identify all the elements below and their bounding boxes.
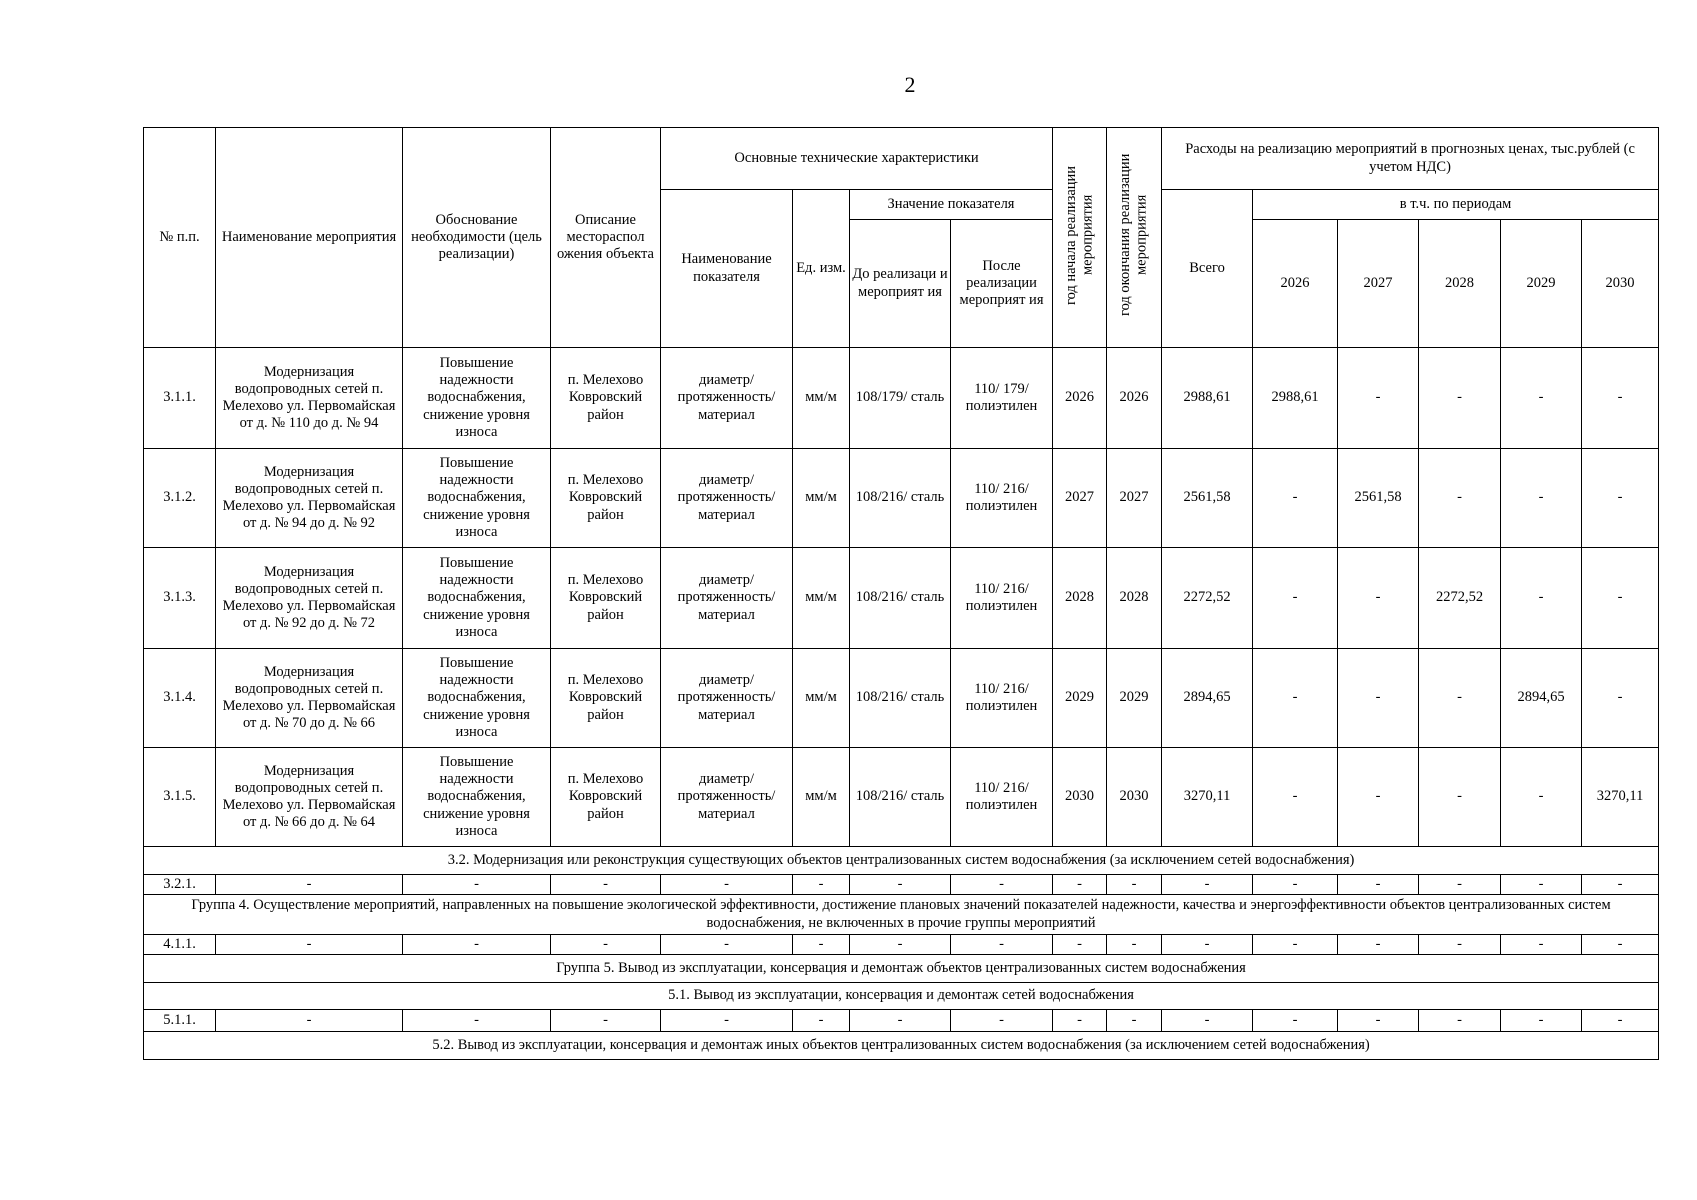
cell-dash: - — [793, 875, 850, 895]
cell-year-end: 2027 — [1107, 449, 1162, 548]
cell-dash: - — [216, 875, 403, 895]
header-year: 2028 — [1419, 220, 1501, 348]
cell-dash: - — [1162, 1010, 1253, 1032]
cell-reason: Повышение надежности водоснабжения, снижение уровня износа — [403, 348, 551, 449]
cell-num: 3.1.1. — [144, 348, 216, 449]
cell-num: 3.2.1. — [144, 875, 216, 895]
cell-num: 3.1.2. — [144, 449, 216, 548]
cell-period: - — [1419, 649, 1501, 748]
cell-after: 110/ 216/ полиэтилен — [951, 649, 1053, 748]
cell-period: - — [1253, 748, 1338, 847]
header-location: Описание местораспол ожения объекта — [551, 128, 661, 348]
header-tech: Основные технические характеристики — [661, 128, 1053, 190]
cell-total: 3270,11 — [1162, 748, 1253, 847]
header-total: Всего — [1162, 190, 1253, 348]
cell-period: - — [1582, 348, 1659, 449]
cell-year-start: 2029 — [1053, 649, 1107, 748]
cell-name: Модернизация водопроводных сетей п. Мелехово ул. Первомайская от д. № 70 до д. № 66 — [216, 649, 403, 748]
header-year: 2026 — [1253, 220, 1338, 348]
page-number: 2 — [904, 72, 916, 97]
header-costs: Расходы на реализацию мероприятий в прогнозных ценах, тыс.рублей (с учетом НДС) — [1162, 128, 1659, 190]
cell-before: 108/179/ сталь — [850, 348, 951, 449]
header-after: После реализации мероприят ия — [951, 220, 1053, 348]
cell-dash: - — [1501, 875, 1582, 895]
cell-period: - — [1501, 548, 1582, 649]
cell-dash: - — [661, 875, 793, 895]
cell-unit: мм/м — [793, 348, 850, 449]
cell-num: 4.1.1. — [144, 935, 216, 955]
section-3-2: 3.2. Модернизация или реконструкция существующих объектов централизованных систем водоснабжения (за исключением сетей водоснабжения) — [144, 847, 1659, 875]
cell-num: 3.1.4. — [144, 649, 216, 748]
investment-program-table — [143, 127, 1659, 1060]
table-row — [144, 449, 1659, 548]
cell-dash: - — [1338, 935, 1419, 955]
cell-period: - — [1338, 649, 1419, 748]
cell-indicator: диаметр/ протяженность/ материал — [661, 348, 793, 449]
cell-period: 2894,65 — [1501, 649, 1582, 748]
cell-before: 108/216/ сталь — [850, 548, 951, 649]
cell-dash: - — [1419, 875, 1501, 895]
cell-dash: - — [1582, 935, 1659, 955]
group-5: Группа 5. Вывод из эксплуатации, консервация и демонтаж объектов централизованных систем водоснабжения — [144, 955, 1659, 983]
cell-unit: мм/м — [793, 649, 850, 748]
cell-dash: - — [1107, 1010, 1162, 1032]
cell-dash: - — [551, 935, 661, 955]
cell-year-start: 2028 — [1053, 548, 1107, 649]
cell-dash: - — [661, 935, 793, 955]
cell-dash: - — [403, 935, 551, 955]
cell-total: 2988,61 — [1162, 348, 1253, 449]
cell-name: Модернизация водопроводных сетей п. Мелехово ул. Первомайская от д. № 66 до д. № 64 — [216, 748, 403, 847]
cell-dash: - — [661, 1010, 793, 1032]
header-before: До реализаци и мероприят ия — [850, 220, 951, 348]
header-num: № п.п. — [144, 128, 216, 348]
cell-year-start: 2027 — [1053, 449, 1107, 548]
cell-before: 108/216/ сталь — [850, 748, 951, 847]
cell-reason: Повышение надежности водоснабжения, снижение уровня износа — [403, 548, 551, 649]
header-year: 2030 — [1582, 220, 1659, 348]
cell-period: - — [1338, 348, 1419, 449]
cell-period: 3270,11 — [1582, 748, 1659, 847]
header-year: 2027 — [1338, 220, 1419, 348]
cell-reason: Повышение надежности водоснабжения, снижение уровня износа — [403, 748, 551, 847]
cell-dash: - — [951, 875, 1053, 895]
cell-after: 110/ 216/ полиэтилен — [951, 449, 1053, 548]
header-unit: Ед. изм. — [793, 190, 850, 348]
cell-unit: мм/м — [793, 449, 850, 548]
cell-dash: - — [551, 1010, 661, 1032]
cell-before: 108/216/ сталь — [850, 449, 951, 548]
cell-indicator: диаметр/ протяженность/ материал — [661, 449, 793, 548]
cell-total: 2561,58 — [1162, 449, 1253, 548]
cell-dash: - — [1162, 875, 1253, 895]
cell-dash: - — [403, 1010, 551, 1032]
cell-period: - — [1253, 649, 1338, 748]
cell-period: - — [1582, 449, 1659, 548]
header-year-end — [1107, 128, 1162, 348]
table-row — [144, 649, 1659, 748]
cell-dash: - — [850, 875, 951, 895]
cell-dash: - — [551, 875, 661, 895]
table-row — [144, 875, 1659, 895]
cell-period: - — [1419, 748, 1501, 847]
cell-dash: - — [1582, 1010, 1659, 1032]
cell-after: 110/ 179/ полиэтилен — [951, 348, 1053, 449]
cell-name: Модернизация водопроводных сетей п. Мелехово ул. Первомайская от д. № 92 до д. № 72 — [216, 548, 403, 649]
cell-dash: - — [1053, 875, 1107, 895]
section-5-2: 5.2. Вывод из эксплуатации, консервация и демонтаж иных объектов централизованных систем водоснабжения (за исключением сетей водоснабжения) — [144, 1032, 1659, 1060]
header-ind-value: Значение показателя — [850, 190, 1053, 220]
cell-dash: - — [1419, 1010, 1501, 1032]
cell-year-end: 2030 — [1107, 748, 1162, 847]
cell-unit: мм/м — [793, 548, 850, 649]
header-year-start-text: год начала реализации мероприятия — [1062, 165, 1096, 305]
cell-location: п. Мелехово Ковровский район — [551, 348, 661, 449]
cell-after: 110/ 216/ полиэтилен — [951, 548, 1053, 649]
cell-dash: - — [1253, 875, 1338, 895]
cell-period: - — [1253, 548, 1338, 649]
cell-period: - — [1338, 548, 1419, 649]
cell-location: п. Мелехово Ковровский район — [551, 449, 661, 548]
cell-reason: Повышение надежности водоснабжения, снижение уровня износа — [403, 649, 551, 748]
cell-dash: - — [403, 875, 551, 895]
cell-dash: - — [951, 1010, 1053, 1032]
cell-dash: - — [216, 1010, 403, 1032]
cell-period: 2988,61 — [1253, 348, 1338, 449]
cell-indicator: диаметр/ протяженность/ материал — [661, 649, 793, 748]
cell-dash: - — [793, 935, 850, 955]
cell-num: 5.1.1. — [144, 1010, 216, 1032]
cell-year-end: 2026 — [1107, 348, 1162, 449]
cell-period: - — [1338, 748, 1419, 847]
cell-dash: - — [1107, 935, 1162, 955]
cell-unit: мм/м — [793, 748, 850, 847]
cell-period: - — [1501, 748, 1582, 847]
cell-total: 2894,65 — [1162, 649, 1253, 748]
cell-location: п. Мелехово Ковровский район — [551, 649, 661, 748]
cell-period: - — [1582, 548, 1659, 649]
cell-dash: - — [1338, 1010, 1419, 1032]
group-4: Группа 4. Осуществление мероприятий, направленных на повышение экологической эффективности, достижение плановых значений показателей надежности, качества и энергоэффективности объектов централизованных систем водоснабжения, не включенных в прочие группы мероприятий — [144, 895, 1659, 935]
cell-location: п. Мелехово Ковровский район — [551, 748, 661, 847]
header-year: 2029 — [1501, 220, 1582, 348]
cell-dash: - — [793, 1010, 850, 1032]
header-reason: Обоснование необходимости (цель реализации) — [403, 128, 551, 348]
cell-dash: - — [951, 935, 1053, 955]
cell-dash: - — [1253, 935, 1338, 955]
cell-period: - — [1419, 348, 1501, 449]
cell-dash: - — [1338, 875, 1419, 895]
cell-year-end: 2029 — [1107, 649, 1162, 748]
cell-name: Модернизация водопроводных сетей п. Мелехово ул. Первомайская от д. № 94 до д. № 92 — [216, 449, 403, 548]
cell-period: - — [1253, 449, 1338, 548]
cell-name: Модернизация водопроводных сетей п. Мелехово ул. Первомайская от д. № 110 до д. № 94 — [216, 348, 403, 449]
cell-dash: - — [1162, 935, 1253, 955]
cell-period: - — [1419, 449, 1501, 548]
cell-before: 108/216/ сталь — [850, 649, 951, 748]
cell-dash: - — [1501, 935, 1582, 955]
cell-dash: - — [1582, 875, 1659, 895]
cell-dash: - — [1107, 875, 1162, 895]
cell-period: - — [1501, 348, 1582, 449]
cell-year-start: 2026 — [1053, 348, 1107, 449]
cell-num: 3.1.3. — [144, 548, 216, 649]
cell-dash: - — [1501, 1010, 1582, 1032]
cell-dash: - — [850, 1010, 951, 1032]
cell-reason: Повышение надежности водоснабжения, снижение уровня износа — [403, 449, 551, 548]
header-ind-name: Наименование показателя — [661, 190, 793, 348]
cell-dash: - — [1253, 1010, 1338, 1032]
cell-indicator: диаметр/ протяженность/ материал — [661, 548, 793, 649]
header-name: Наименование мероприятия — [216, 128, 403, 348]
cell-dash: - — [1053, 935, 1107, 955]
cell-dash: - — [1419, 935, 1501, 955]
header-year-end-text: год окончания реализации мероприятия — [1117, 153, 1150, 317]
header-periods: в т.ч. по периодам — [1253, 190, 1659, 220]
cell-dash: - — [216, 935, 403, 955]
cell-total: 2272,52 — [1162, 548, 1253, 649]
cell-indicator: диаметр/ протяженность/ материал — [661, 748, 793, 847]
cell-location: п. Мелехово Ковровский район — [551, 548, 661, 649]
cell-year-end: 2028 — [1107, 548, 1162, 649]
cell-dash: - — [850, 935, 951, 955]
table-row — [144, 748, 1659, 847]
section-5-1: 5.1. Вывод из эксплуатации, консервация и демонтаж сетей водоснабжения — [144, 983, 1659, 1010]
cell-num: 3.1.5. — [144, 748, 216, 847]
table-row — [144, 1010, 1659, 1032]
table-row — [144, 348, 1659, 449]
cell-after: 110/ 216/ полиэтилен — [951, 748, 1053, 847]
cell-period: 2272,52 — [1419, 548, 1501, 649]
header-year-start — [1053, 128, 1107, 348]
table-row — [144, 548, 1659, 649]
table-row — [144, 935, 1659, 955]
cell-period: - — [1582, 649, 1659, 748]
cell-dash: - — [1053, 1010, 1107, 1032]
cell-period: - — [1501, 449, 1582, 548]
cell-period: 2561,58 — [1338, 449, 1419, 548]
cell-year-start: 2030 — [1053, 748, 1107, 847]
